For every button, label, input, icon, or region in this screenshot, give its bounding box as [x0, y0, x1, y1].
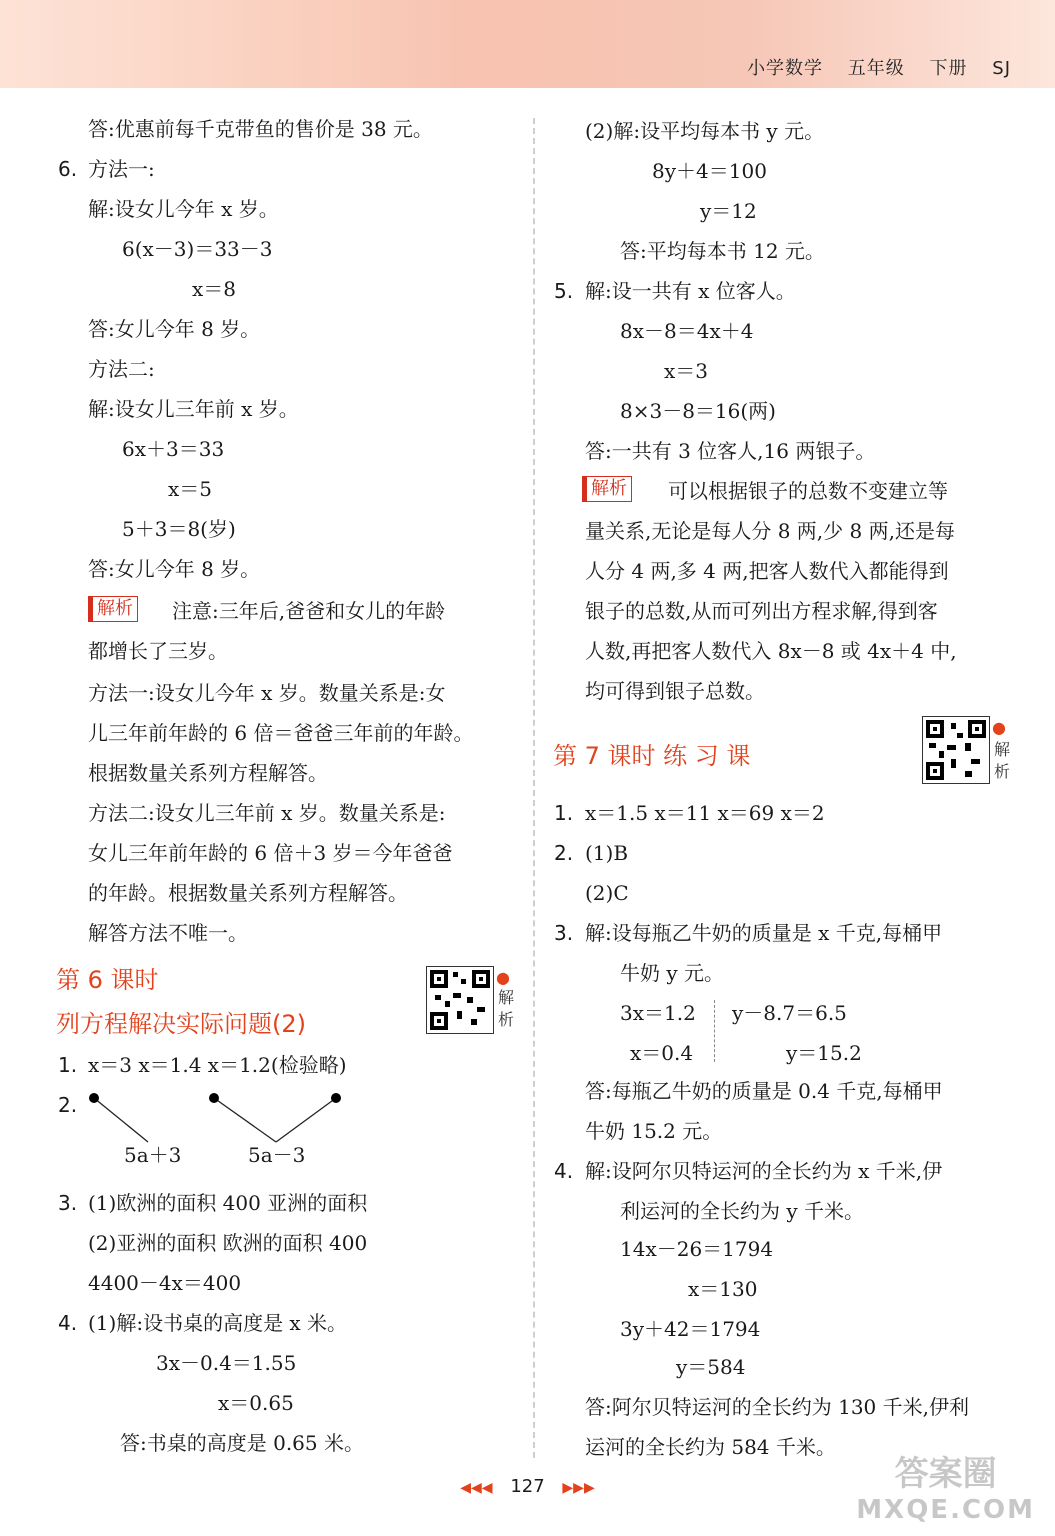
watermark-top: 答案圈	[894, 1454, 997, 1494]
question-number: 5.	[554, 279, 574, 303]
equation: 3x－0.4＝1.55	[156, 1351, 297, 1375]
matching-diagram	[80, 1086, 360, 1148]
equation: x＝5	[168, 477, 213, 501]
question-number: 4.	[58, 1311, 78, 1335]
question-number: 1.	[58, 1053, 78, 1077]
answer-line: 答:每瓶乙牛奶的质量是 0.4 千克,每桶甲	[585, 1079, 943, 1103]
equation: x＝0.4	[630, 1041, 694, 1065]
header-edition: SJ	[992, 58, 1011, 79]
analysis-text: 注意:三年后,爸爸和女儿的年龄	[172, 599, 446, 623]
answer-line: 牛奶 15.2 元。	[585, 1119, 723, 1143]
analysis-text: 解答方法不唯一。	[88, 921, 248, 945]
answer-line: (2)C	[585, 881, 629, 905]
page-header	[0, 0, 1055, 88]
equation: x＝0.65	[218, 1391, 294, 1415]
answer-line: x＝3 x＝1.4 x＝1.2(检验略)	[88, 1053, 347, 1077]
equation: y＝15.2	[786, 1041, 862, 1065]
analysis-text: 儿三年前年龄的 6 倍＝爸爸三年前的年龄。	[88, 721, 474, 745]
question-number: 2.	[554, 841, 574, 865]
equation: 8×3－8＝16(两)	[620, 399, 776, 423]
equation: 6(x－3)＝33－3	[122, 237, 273, 261]
qr-pattern-icon	[923, 717, 989, 783]
qr-code-icon[interactable]	[922, 716, 990, 784]
solution-line: (2)解:设平均每本书 y 元。	[585, 119, 825, 143]
column-divider	[533, 118, 535, 1458]
solution-line: 解:设女儿三年前 x 岁。	[88, 397, 299, 421]
expression-label: 5a－3	[248, 1143, 306, 1167]
answer-line: 答:优惠前每千克带鱼的售价是 38 元。	[88, 117, 433, 141]
qr-pattern-icon	[427, 967, 493, 1033]
analysis-text: 的年龄。根据数量关系列方程解答。	[88, 881, 408, 905]
next-arrows-icon: ▶▶▶	[562, 1480, 595, 1496]
method-label: 方法二:	[88, 357, 155, 381]
equation: 8x－8＝4x＋4	[620, 319, 754, 343]
header-volume: 下册	[929, 58, 968, 79]
solution-line: 解:设一共有 x 位客人。	[585, 279, 796, 303]
section-title: 第 6 课时	[56, 966, 159, 994]
play-icon[interactable]: ●	[992, 718, 1006, 737]
answer-line: x＝1.5 x＝11 x＝69 x＝2	[585, 801, 825, 825]
header-subject: 小学数学	[747, 58, 824, 79]
answer-line: 答:女儿今年 8 岁。	[88, 317, 261, 341]
question-number: 6.	[58, 157, 78, 181]
question-number: 3.	[58, 1191, 78, 1215]
page-number: 127	[510, 1476, 545, 1497]
qr-label: 析	[994, 762, 1011, 781]
question-number: 2.	[58, 1093, 78, 1117]
analysis-text: 人分 4 两,多 4 两,把客人数代入都能得到	[585, 559, 949, 583]
qr-label: 析	[498, 1010, 515, 1029]
equation-separator	[714, 1000, 715, 1062]
question-number: 1.	[554, 801, 574, 825]
answer-line: 答:平均每本书 12 元。	[620, 239, 825, 263]
question-number: 3.	[554, 921, 574, 945]
analysis-text: 银子的总数,从而可列出方程求解,得到客	[585, 599, 938, 623]
equation: 3y＋42＝1794	[620, 1317, 761, 1341]
header-grade: 五年级	[847, 58, 905, 79]
watermark-bottom: MXQE.COM	[856, 1495, 1035, 1525]
equation: x＝3	[664, 359, 709, 383]
prev-arrows-icon: ◀◀◀	[460, 1480, 493, 1496]
play-icon[interactable]: ●	[496, 968, 510, 987]
watermark	[856, 1456, 1035, 1528]
equation: y－8.7＝6.5	[732, 1001, 847, 1025]
answer-line: 答:一共有 3 位客人,16 两银子。	[585, 439, 876, 463]
equation: x＝8	[192, 277, 237, 301]
match-line	[94, 1098, 148, 1142]
equation: 3x＝1.2	[620, 1001, 696, 1025]
header-text	[729, 54, 1011, 80]
match-dot	[209, 1093, 219, 1103]
answer-line: 答:书桌的高度是 0.65 米。	[120, 1431, 364, 1455]
answer-line: (2)亚洲的面积 欧洲的面积 400	[88, 1231, 368, 1255]
question-number: 4.	[554, 1159, 574, 1183]
analysis-text: 方法一:设女儿今年 x 岁。数量关系是:女	[88, 681, 446, 705]
equation: 4400－4x＝400	[88, 1271, 242, 1295]
solution-line: 解:设阿尔贝特运河的全长约为 x 千米,伊	[585, 1159, 943, 1183]
analysis-tag: 解析	[88, 596, 138, 622]
method-label: 方法一:	[88, 157, 155, 181]
qr-code-icon[interactable]	[426, 966, 494, 1034]
qr-label: 解	[498, 988, 515, 1007]
answer-line: (1)B	[585, 841, 629, 865]
answer-line: 答:女儿今年 8 岁。	[88, 557, 261, 581]
equation: 8y＋4＝100	[652, 159, 767, 183]
solution-line: 牛奶 y 元。	[620, 961, 725, 985]
solution-line: 解:设女儿今年 x 岁。	[88, 197, 279, 221]
expression-label: 5a＋3	[124, 1143, 182, 1167]
equation: 5＋3＝8(岁)	[122, 517, 236, 541]
match-line	[276, 1098, 336, 1142]
match-line	[214, 1098, 276, 1142]
section-subtitle: 列方程解决实际问题(2)	[56, 1010, 306, 1038]
analysis-text: 人数,再把客人数代入 8x－8 或 4x＋4 中,	[585, 639, 957, 663]
answer-line: 运河的全长约为 584 千米。	[585, 1435, 836, 1459]
analysis-text: 根据数量关系列方程解答。	[88, 761, 328, 785]
match-dot	[331, 1093, 341, 1103]
equation: 6x＋3＝33	[122, 437, 225, 461]
analysis-text: 方法二:设女儿三年前 x 岁。数量关系是:	[88, 801, 446, 825]
equation: 14x－26＝1794	[620, 1237, 774, 1261]
solution-line: 解:设每瓶乙牛奶的质量是 x 千克,每桶甲	[585, 921, 943, 945]
analysis-text: 均可得到银子总数。	[585, 679, 765, 703]
solution-line: 利运河的全长约为 y 千米。	[620, 1199, 865, 1223]
analysis-text: 量关系,无论是每人分 8 两,少 8 两,还是每	[585, 519, 955, 543]
answer-line: 答:阿尔贝特运河的全长约为 130 千米,伊利	[585, 1395, 969, 1419]
section-title: 第 7 课时 练 习 课	[553, 742, 751, 770]
analysis-text: 可以根据银子的总数不变建立等	[668, 479, 948, 503]
equation: y＝584	[676, 1355, 746, 1379]
equation: x＝130	[688, 1277, 758, 1301]
solution-line: (1)解:设书桌的高度是 x 米。	[88, 1311, 348, 1335]
analysis-text: 都增长了三岁。	[88, 639, 228, 663]
equation: y＝12	[700, 199, 757, 223]
analysis-tag: 解析	[582, 476, 632, 502]
qr-label: 解	[994, 740, 1011, 759]
analysis-text: 女儿三年前年龄的 6 倍＋3 岁＝今年爸爸	[88, 841, 453, 865]
answer-line: (1)欧洲的面积 400 亚洲的面积	[88, 1191, 368, 1215]
match-dot	[89, 1093, 99, 1103]
